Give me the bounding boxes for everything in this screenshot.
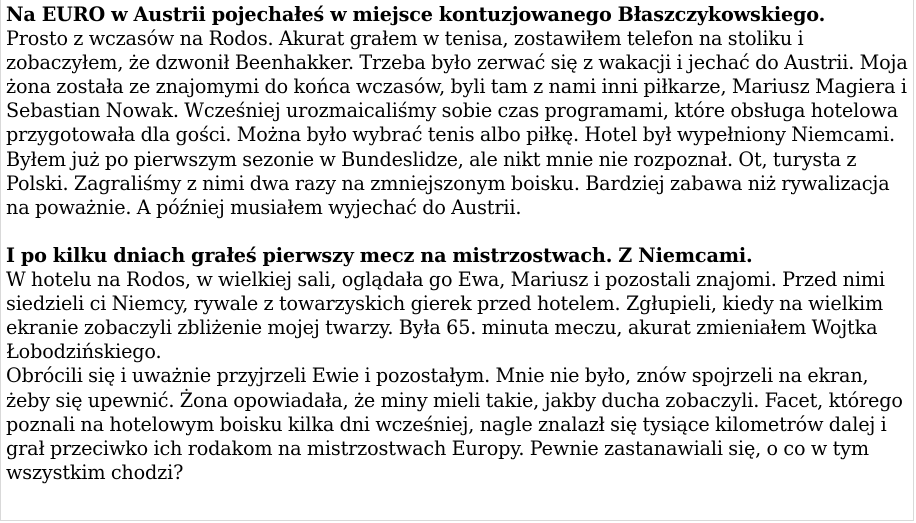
interview-article [6, 3, 912, 485]
paragraph-spacer [6, 220, 912, 244]
interview-answer-1: Prosto z wczasów na Rodos. Akurat grałem w tenisa, zostawiłem telefon na stoliku i zobaczyłem, że dzwonił Beenhakker. Trzeba było zerwać się z wakacji i jechać do Austrii. Moja żona została ze znajomymi do końca wczasów, byli tam z nami inni piłkarze, Mariusz Magiera i Sebastian Nowak. Wcześniej urozmaicaliśmy sobie czas programami, które obsługa hotelowa przygotowała dla gości. Można było wybrać tenis albo piłkę. Hotel był wypełniony Niemcami. Byłem już po pierwszym sezonie w Bundeslidze, ale nikt mnie nie rozpoznał. Ot, turysta z Polski. Zagraliśmy z nimi dwa razy na zmniejszonym boisku. Bardziej zabawa niż rywalizacja na poważnie. A później musiałem wyjechać do Austrii. [6, 27, 908, 219]
interview-question-1: Na EURO w Austrii pojechałeś w miejsce kontuzjowanego Błaszczykowskiego. [6, 3, 826, 26]
interview-question-2: I po kilku dniach grałeś pierwszy mecz na mistrzostwach. Z Niemcami. [6, 243, 753, 267]
interview-answer-2-part-2: Obrócili się i uważnie przyjrzeli Ewie i pozostałym. Mnie nie było, znów spojrzeli na ekran, żeby się upewnić. Żona opowiadała, że miny mieli takie, jakby ducha zobaczyli. Facet, którego poznali na hotelowym boisku kilka dni wcześniej, nagle znalazł się tysiące kilometrów dalej i grał przeciwko ich rodakom na mistrzostwach Europy. Pewnie zastanawiali się, o co w tym wszystkim chodzi? [6, 364, 903, 484]
interview-answer-2-part-1: W hotelu na Rodos, w wielkiej sali, oglądała go Ewa, Mariusz i pozostali znajomi. Przed nimi siedzieli ci Niemcy, rywale z towarzyskich gierek przed hotelem. Zgłupieli, kiedy na wielkim ekranie zobaczyli zbliżenie mojej twarzy. Była 65. minuta meczu, akurat zmieniałem Wojtka Łobodzińskiego. [6, 268, 885, 364]
